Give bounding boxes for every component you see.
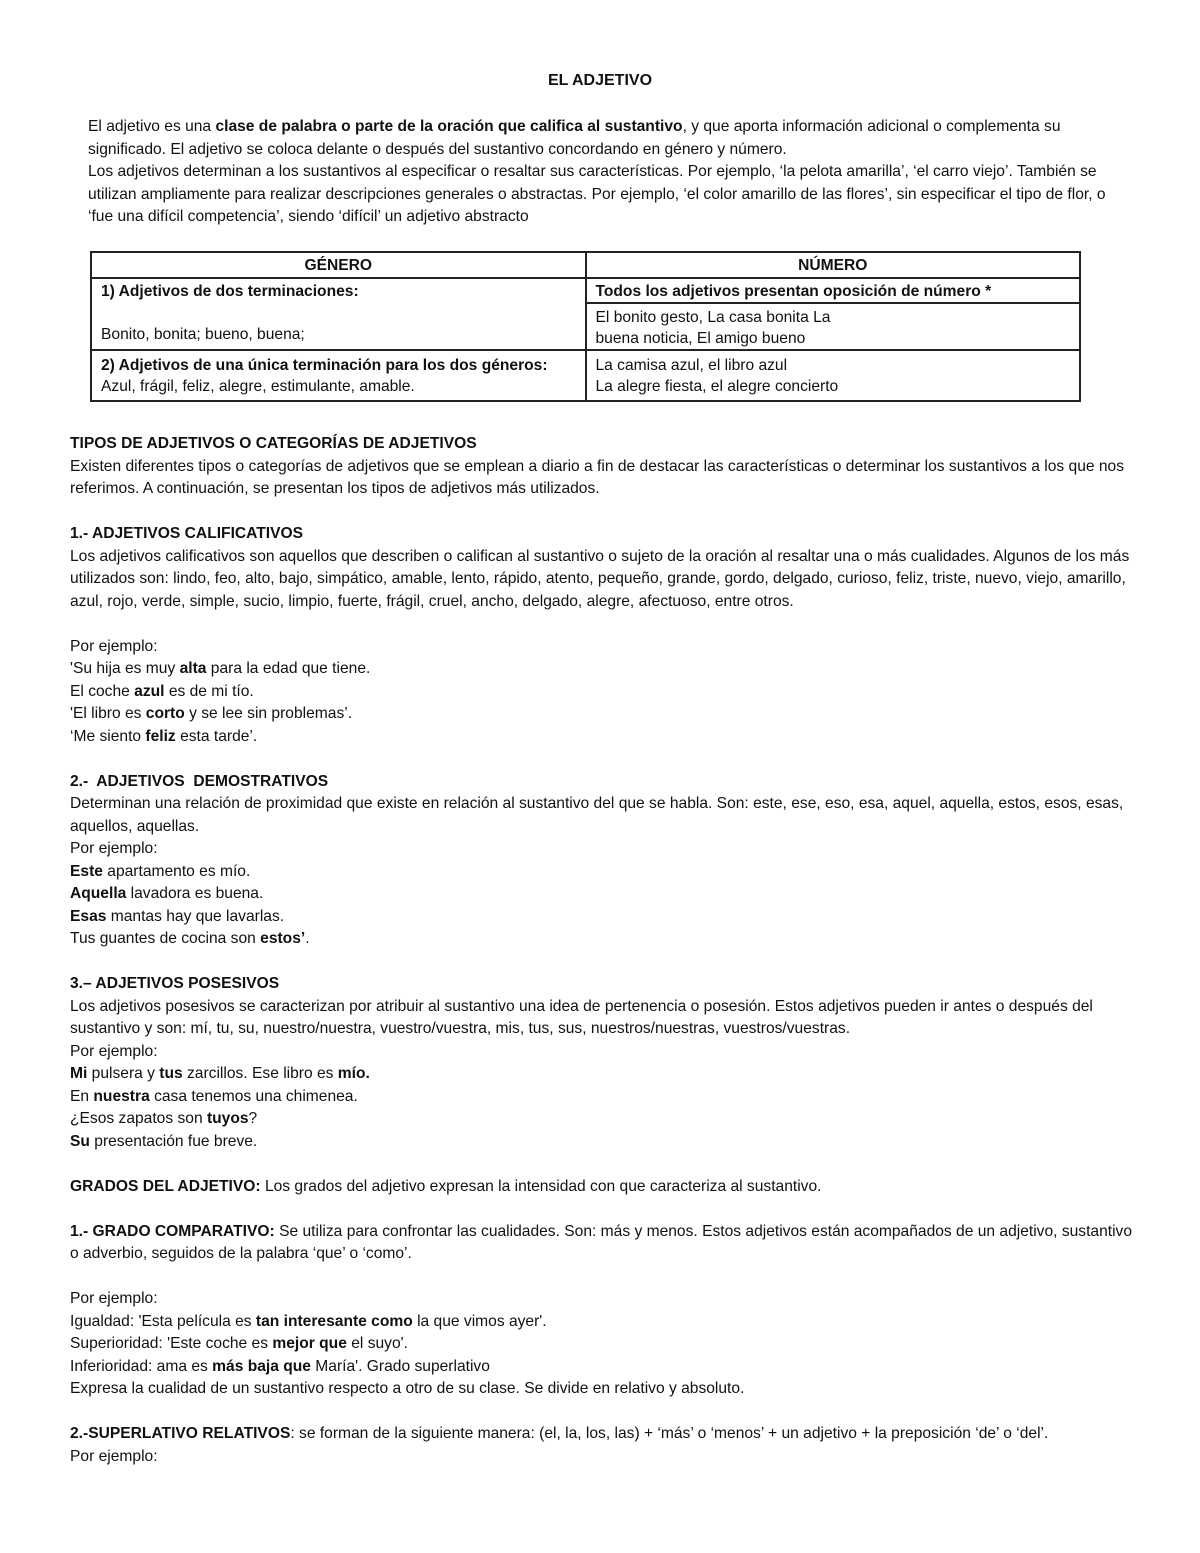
bold-text: clase de palabra o parte de la oración que califica al sustantivo [215, 118, 683, 135]
main-content [70, 433, 1140, 1468]
paragraph: Expresa la cualidad de un sustantivo respecto a otro de su clase. Se divide en relativo y absoluto. [70, 1380, 745, 1397]
table-cell [586, 303, 1081, 350]
example-line: Superioridad: 'Este coche es mejor que el suyo'. [70, 1335, 408, 1352]
example-line: Aquella lavadora es buena. [70, 885, 264, 902]
section-heading-demostrativos: 2.- ADJETIVOS DEMOSTRATIVOS [70, 772, 329, 790]
cell-text: Bonito, bonita; bueno, buena; [101, 326, 305, 343]
example-line: Inferioridad: ama es más baja que María'. Grado superlativo [70, 1357, 490, 1375]
example-line: ¿Esos zapatos son tuyos? [70, 1110, 258, 1127]
example-label: Por ejemplo: [70, 1042, 158, 1060]
paragraph: Los adjetivos posesivos se caracterizan por atribuir al sustantivo una idea de pertenencia o posesión. Estos adjetivos pueden ir antes o después del sustantivo y son: mí, tu, su, nuestro/nuestra, vuestro/vuestra, mis, tus, sus, nuestros/nuestras, vuestros/vuestras. [70, 997, 1093, 1037]
paragraph: Existen diferentes tipos o categorías de adjetivos que se emplean a diario a fin de destacar las características o determinar los sustantivos a los que nos referimos. A continuación, se presentan los tipos de adjetivos más utilizados. [70, 457, 1125, 497]
table-header-row [91, 252, 1080, 278]
cell-text: Azul, frágil, feliz, alegre, estimulante, amable. [101, 378, 415, 395]
paragraph: Los adjetivos calificativos son aquellos que describen o califican al sustantivo o sujeto de la oración al resaltar una o más cualidades. Algunos de los más utilizados son: lindo, feo, alto, bajo, simpático, amable, lento, rápido, atento, pequeño, grande, gordo, delgado, curioso, feliz, triste, nuevo, viejo, amarillo, azul, rojo, verde, simple, sucio, limpio, fuerte, frágil, cruel, ancho, delgado, alegre, afectuoso, entre otros. [70, 547, 1130, 610]
section-heading-calificativos: 1.- ADJETIVOS CALIFICATIVOS [70, 525, 304, 542]
text-run: El adjetivo es una [88, 118, 216, 135]
example-line: El coche azul es de mi tío. [70, 682, 254, 700]
cell-text: La camisa azul, el libro azul [595, 357, 788, 374]
example-line: Mi pulsera y tus zarcillos. Ese libro es mío. [70, 1065, 370, 1082]
genero-header: GÉNERO [91, 252, 586, 278]
paragraph: Determinan una relación de proximidad que existe en relación al sustantivo del que se habla. Son: este, ese, eso, esa, aquel, aquella, estos, esos, esas, aquellos, aquellas. [70, 795, 1124, 835]
cell-heading: Todos los adjetivos presentan oposición de número * [595, 283, 992, 300]
example-line: Igualdad: 'Esta película es tan interesante como la que vimos ayer'. [70, 1312, 547, 1330]
example-label: Por ejemplo: [70, 637, 158, 655]
superlativo-paragraph: 2.-SUPERLATIVO RELATIVOS: se forman de la siguiente manera: (el, la, los, las) + ‘más’ o ‘menos’ + un adjetivo + la preposición ‘de’ o ‘del’. [70, 1425, 1049, 1442]
example-label: Por ejemplo: [70, 1447, 158, 1465]
document-title: EL ADJETIVO [547, 72, 653, 89]
intro-section [88, 116, 1118, 229]
table-cell [586, 278, 1081, 303]
grados-paragraph: GRADOS DEL ADJETIVO: Los grados del adjetivo expresan la intensidad con que caracteriza al sustantivo. [70, 1177, 822, 1195]
cell-text: El bonito gesto, La casa bonita La [595, 309, 831, 326]
cell-heading: 2) Adjetivos de una única terminación para los dos géneros: [101, 357, 548, 374]
numero-header: NÚMERO [586, 252, 1081, 278]
intro-paragraph-2: Los adjetivos determinan a los sustantivos al especificar o resaltar sus características. Por ejemplo, ‘la pelota amarilla’, ‘el carro viejo’. También se utilizan ampliamente para realizar descripciones generales o abstractas. Por ejemplo, ‘el color amarillo de las flores’, sin especificar el tipo de flor, o ‘fue una difícil competencia’, siendo ‘difícil’ un adjetivo abstracto [88, 163, 1106, 225]
table-row [91, 350, 1080, 401]
example-line: Tus guantes de cocina son estos’. [70, 930, 310, 947]
text-run: , y que aporta información adicional o complementa su significado. El adjetivo se coloca delante o después del sustantivo concordando en género y número. [88, 118, 1061, 158]
example-line: Su presentación fue breve. [70, 1132, 258, 1150]
example-line: Esas mantas hay que lavarlas. [70, 907, 285, 925]
example-line: 'El libro es corto y se lee sin problemas’. [70, 705, 353, 722]
cell-heading: 1) Adjetivos de dos terminaciones: [101, 283, 359, 300]
cell-text: buena noticia, El amigo bueno [595, 330, 806, 347]
intro-paragraph-1 [88, 116, 1118, 161]
example-line: ‘Me siento feliz esta tarde’. [70, 727, 258, 745]
table-row [91, 278, 1080, 303]
example-line: En nuestra casa tenemos una chimenea. [70, 1087, 358, 1105]
table-cell [91, 278, 586, 350]
cell-text: La alegre fiesta, el alegre concierto [595, 378, 839, 395]
example-line: 'Su hija es muy alta para la edad que tiene. [70, 660, 371, 677]
example-label: Por ejemplo: [70, 840, 158, 857]
comparativo-paragraph: 1.- GRADO COMPARATIVO: Se utiliza para confrontar las cualidades. Son: más y menos. Estos adjetivos están acompañados de un adjetivo, sustantivo o adverbio, seguidos de la palabra ‘que’ o ‘como’. [70, 1222, 1133, 1262]
section-heading-posesivos: 3.– ADJETIVOS POSESIVOS [70, 975, 280, 992]
section-heading-tipos: TIPOS DE ADJETIVOS O CATEGORÍAS DE ADJETIVOS [70, 435, 477, 452]
example-label: Por ejemplo: [70, 1290, 158, 1307]
table-cell [91, 350, 586, 401]
table-cell [586, 350, 1081, 401]
genero-numero-table [90, 251, 1081, 402]
example-line: Este apartamento es mío. [70, 862, 251, 880]
